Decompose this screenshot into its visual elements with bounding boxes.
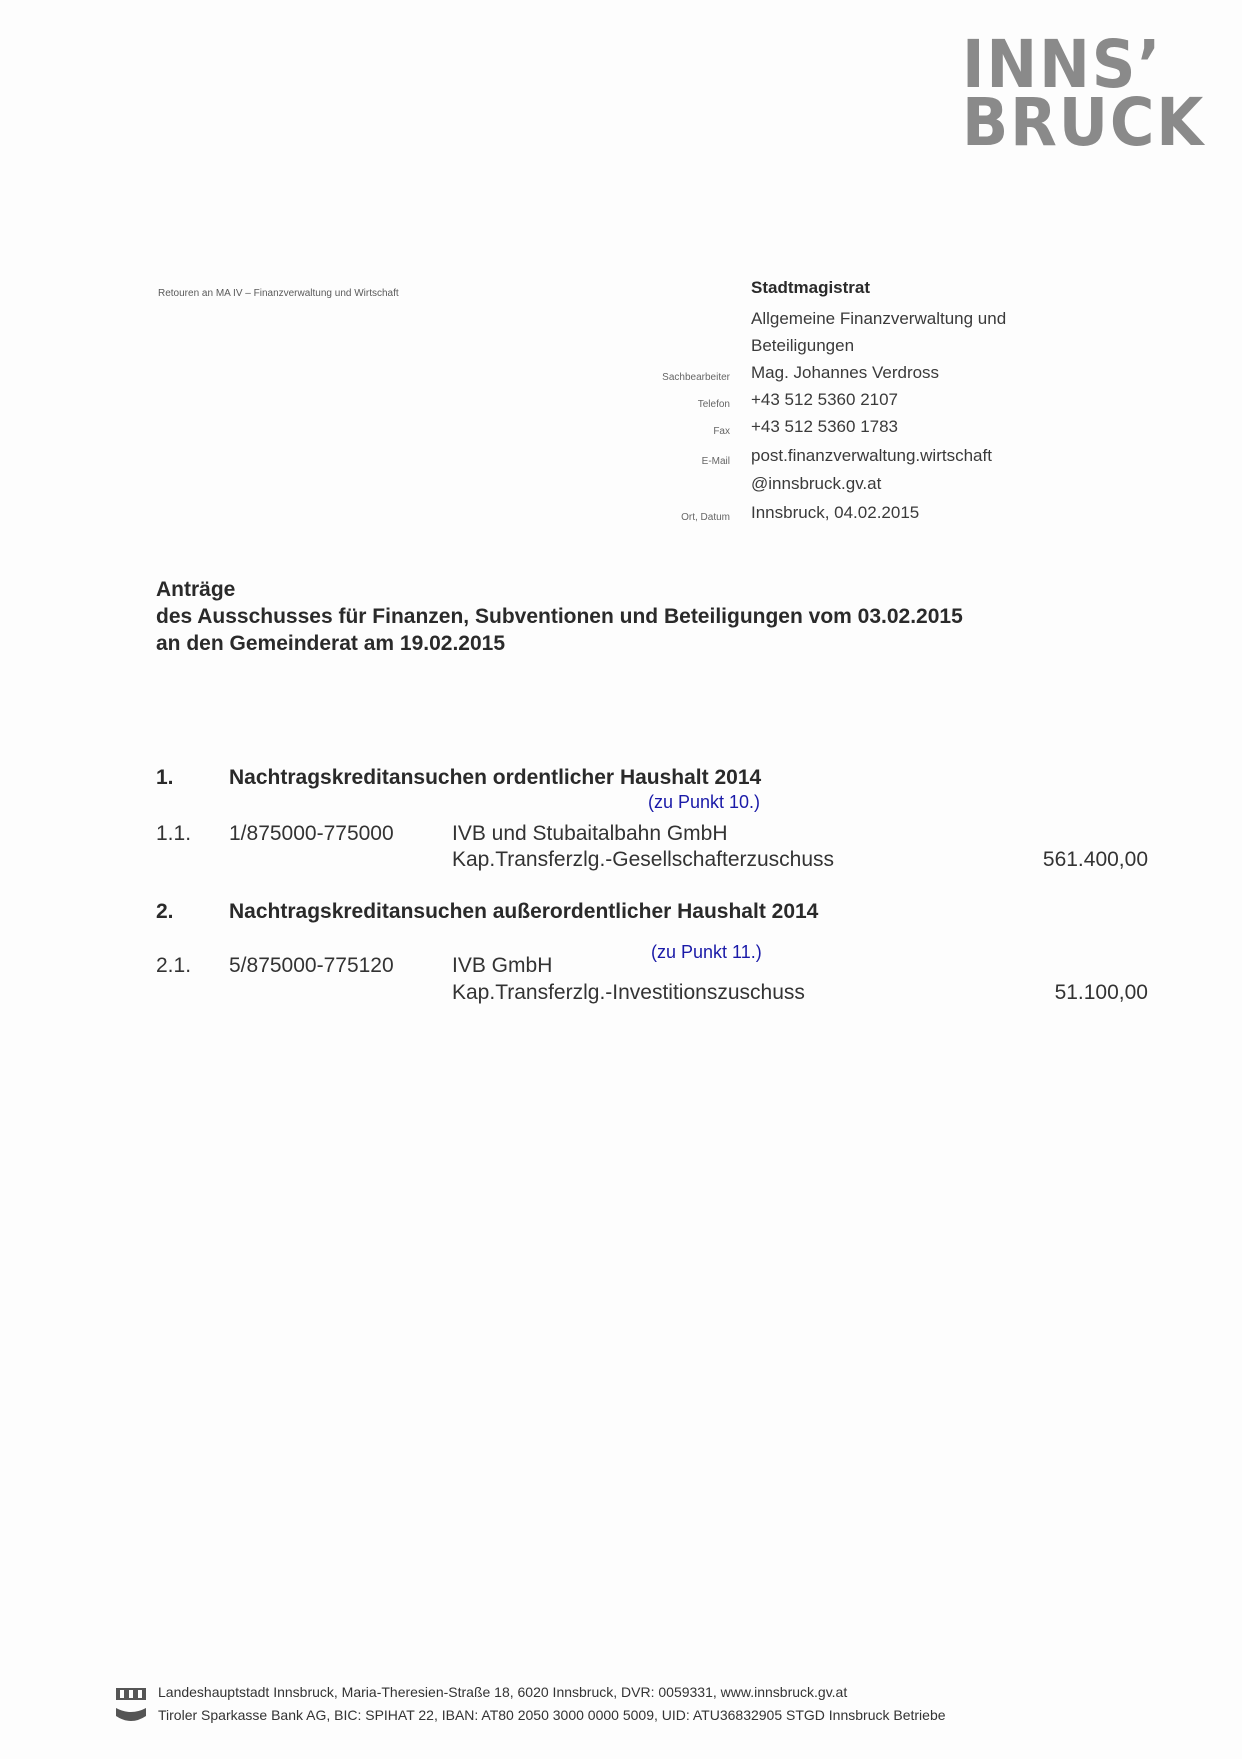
logo-line-1: INNS’	[962, 26, 1163, 103]
clerk-name: Mag. Johannes Verdross	[751, 363, 940, 382]
item-2-1-description: Kap.Transferzlg.-Investitionszuschuss	[452, 981, 805, 1004]
section-2-reference: (zu Punkt 11.)	[651, 942, 762, 962]
logo-line-2: BRUCK	[962, 84, 1206, 161]
city-crown-icon	[114, 1686, 148, 1726]
contact-department-2: Beteiligungen	[751, 336, 855, 355]
section-2-number: 2.	[156, 900, 174, 923]
clerk-label: Sachbearbeiter	[662, 372, 730, 383]
item-1-1-name: IVB und Stubaitalbahn GmbH	[452, 822, 728, 845]
place-date: Innsbruck, 04.02.2015	[751, 503, 920, 522]
section-2-title: Nachtragskreditansuchen außerordentlicher Haushalt 2014	[229, 900, 819, 923]
section-1-reference: (zu Punkt 10.)	[648, 792, 761, 812]
email-label: E-Mail	[701, 456, 730, 467]
contact-title: Stadtmagistrat	[751, 278, 871, 297]
item-1-1-code: 1/875000-775000	[229, 822, 394, 845]
heading-line-2: des Ausschusses für Finanzen, Subventionen und Beteiligungen vom 03.02.2015	[156, 605, 963, 628]
document-heading	[156, 576, 963, 657]
item-1-1-amount: 561.400,00	[1042, 848, 1148, 871]
return-address-line: Retouren an MA IV – Finanzverwaltung und Wirtschaft	[158, 288, 399, 299]
heading-line-3: an den Gemeinderat am 19.02.2015	[156, 632, 506, 655]
footer-bank-line: Tiroler Sparkasse Bank AG, BIC: SPIHAT 22, IBAN: AT80 2050 3000 0000 5009, UID: ATU36832905 STGD Innsbruck Betriebe	[158, 1707, 946, 1723]
contact-department-1: Allgemeine Finanzverwaltung und	[751, 309, 1007, 328]
item-2-1-amount: 51.100,00	[1054, 981, 1148, 1004]
heading-line-1: Anträge	[156, 578, 236, 601]
item-1-1-number: 1.1.	[156, 822, 192, 845]
section-1-title: Nachtragskreditansuchen ordentlicher Haushalt 2014	[229, 766, 762, 789]
item-1-1-description: Kap.Transferzlg.-Gesellschafterzuschuss	[452, 848, 835, 871]
fax-label: Fax	[713, 426, 730, 437]
phone-label: Telefon	[697, 399, 730, 410]
innsbruck-logo	[962, 26, 1206, 161]
item-2-1-number: 2.1.	[156, 954, 192, 977]
fax-number: +43 512 5360 1783	[751, 417, 899, 436]
email-line-1: post.finanzverwaltung.wirtschaft	[751, 446, 992, 465]
place-date-label: Ort, Datum	[681, 512, 730, 523]
email-line-2: @innsbruck.gv.at	[751, 474, 882, 493]
item-2-1-name: IVB GmbH	[452, 954, 553, 977]
item-2-1-code: 5/875000-775120	[229, 954, 394, 977]
footer-address-line: Landeshauptstadt Innsbruck, Maria-Theresien-Straße 18, 6020 Innsbruck, DVR: 0059331, www.innsbruck.gv.at	[158, 1684, 848, 1700]
section-1-number: 1.	[156, 766, 174, 789]
phone-number: +43 512 5360 2107	[751, 390, 899, 409]
